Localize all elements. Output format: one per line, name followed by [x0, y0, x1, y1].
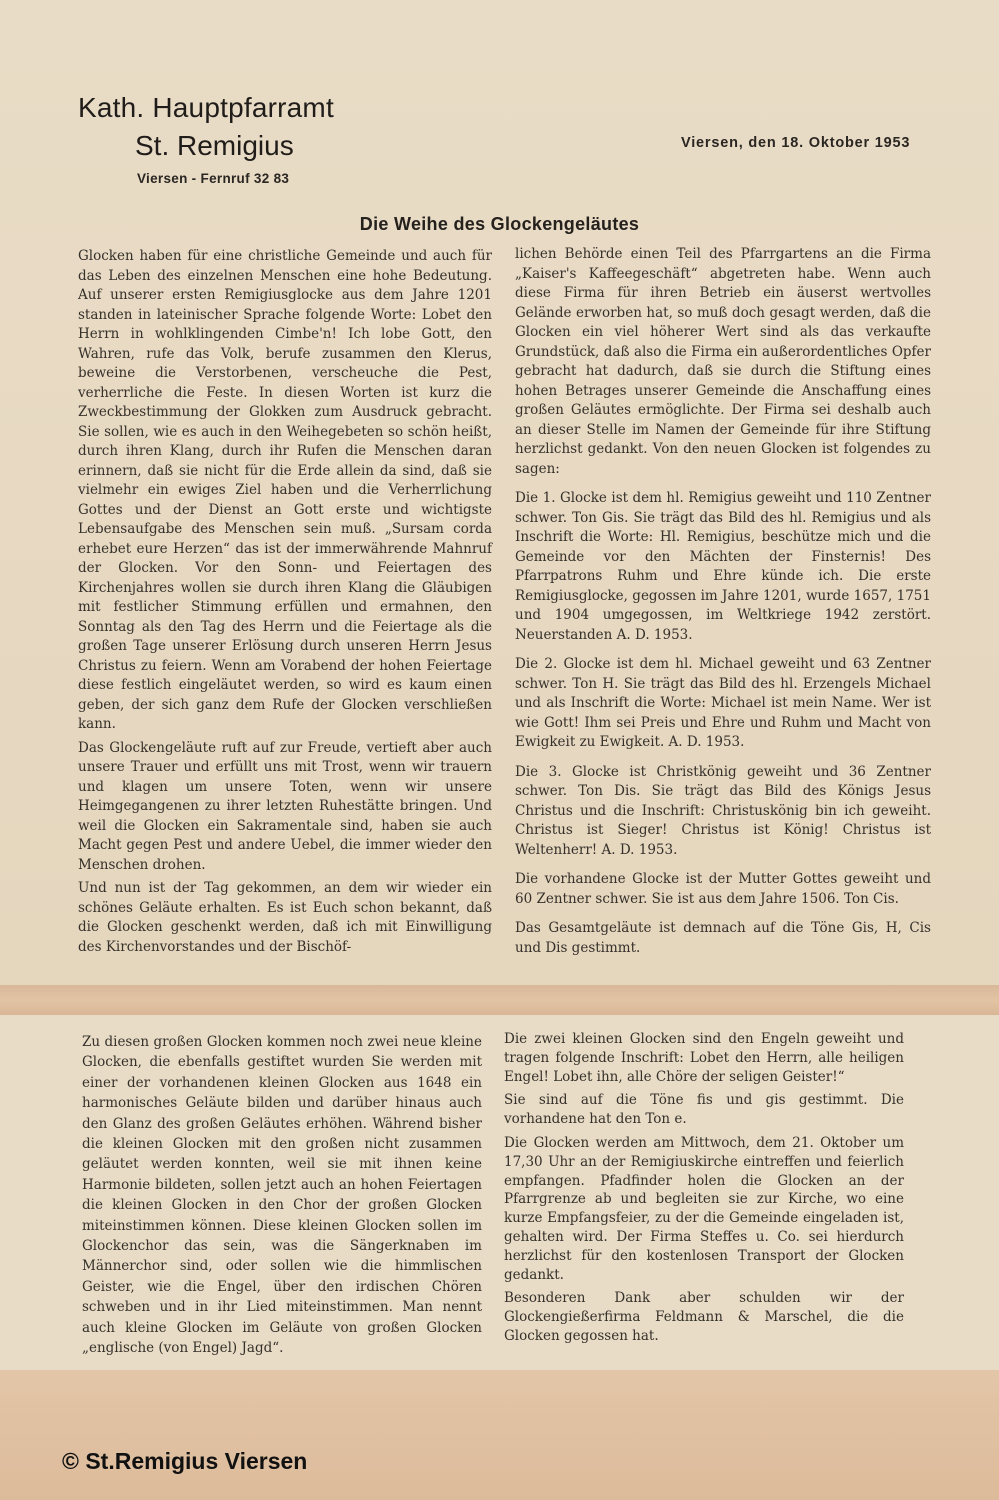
paragraph: Die zwei kleinen Glocken sind den Engeln geweiht und tragen folgende Inschrift: Lobet den Herrn, alle heiligen Engel! Lobet ihn, alle Chöre der seligen Geister!“ — [504, 1031, 904, 1085]
paragraph: Zu diesen großen Glocken kommen noch zwei neue kleine Glocken, die ebenfalls gestiftet wurden Sie werden mit einer der vorhandenen kleinen Glocken aus 1648 ein harmonisches Geläute bilden und darüber hinaus auch den Glanz des großen Geläutes erhöhen. Während bisher die kleinen Glocken mit den großen nicht zusammen geläutet werden konnten, weil sie mit ihnen keine Harmonie bildeten, sollen jetzt auch an hohen Feiertagen die kleinen Glocken in den Chor der großen Glocken miteinstimmen können. Diese kleinen Glocken sollen im Glockenchor das sein, was die Sängerknaben im Männerchor sind, oder sollen wie die himmlischen Geister, wie die Engel, über den irdischen Chören schweben und in ihr Lied miteinstimmen. Man nennt auch kleine Glocken im Geläute von großen Glocken „englische (von Engel) Jagd“. — [82, 1034, 482, 1357]
paragraph: Besonderen Dank aber schulden wir der Glockengießerfirma Feldmann & Marschel, die die Glocken gegossen hat. — [504, 1290, 904, 1344]
bell-3-paragraph: Die 3. Glocke ist Christkönig geweiht und 36 Zentner schwer. Ton Dis. Sie trägt das Bild des Königs Jesus Christus und die Inschrift: Christuskönig bin ich geweiht. Christus ist Sieger! Christus ist König! Christus ist Weltenherr! A. D. 1953. — [515, 763, 931, 858]
bottom-left-column — [82, 1032, 482, 1363]
paragraph: Glocken haben für eine christliche Gemeinde und auch für das Leben des einzelnen Menschen eine hohe Bedeutung. Auf unserer ersten Remigiusglocke aus dem Jahre 1201 standen in lateinischer Sprache folgende Worte: Lobet den Herrn in wohlklingenden Cimbe'n! Ich lobe Gott, den Wahren, rufe das Volk, berufe zusammen den Klerus, beweine die Verstorbenen, verscheuche die Pest, verherrliche die Feste. In diesen Worten ist kurz die Zweckbestimmung der Glokken zum Ausdruck gebracht. Sie sollen, wie es auch in den Weihegebeten so schön heißt, durch ihren Klang, durch ihr Rufen die Menschen daran erinnern, daß sie nicht für die Erde allein da sind, daß sie vielmehr ein ewiges Ziel haben und die Verherrlichung Gottes und der Dienst an Gott erste und wichtigste Lebensaufgabe des Menschen sein muß. „Sursam corda erhebet eure Herzen“ das ist der immerwährende Mahnruf der Glocken. Vor den Sonn- und Feiertagen des Kirchenjahres wollen sie durch ihren Klang die Gläubigen mit festlicher Stimmung erfüllen und ermahnen, den Sonntag als den Tag des Herrn und die Feiertage als die großen Tage unserer Erlösung durch unseren Herrn Jesus Christus zu feiern. Wenn am Vorabend der hohen Feiertage diese festlich eingeläutet werden, so wird es kaum einen geben, der sich ganz dem Rufe der Glocken verschließen kann. — [78, 248, 492, 732]
copyright-notice: © St.Remigius Viersen — [62, 1448, 308, 1474]
lower-margin — [0, 1370, 999, 1500]
document-title: Die Weihe des Glockengeläutes — [359, 214, 640, 234]
paragraph: Die Glocken werden am Mittwoch, dem 21. Oktober um 17,30 Uhr an der Remigiuskirche eintreffen und feierlich empfangen. Pfadfinder holen die Glocken an der Pfarrgrenze ab und begleiten sie zur Kirche, wo eine kurze Empfangsfeier, zu der die Gemeinde eingeladen ist, gehalten wird. Der Firma Steffes u. Co. sei hierdurch herzlichst für den kostenlosen Transport der Glocken gedankt. — [504, 1134, 904, 1283]
paragraph: lichen Behörde einen Teil des Pfarrgartens an die Firma „Kaiser's Kaffeegeschäft“ abgetreten habe. Wenn auch diese Firma für ihren Betrieb ein äuserst wertvolles Gelände erworben hat, so muß doch gesagt werden, daß die Glocken ein viel höherer Wert sind als das verkaufte Grundstück, daß also die Firma ein außerordentliches Opfer gebracht hat dadurch, daß sie durch die Stiftung eines hohen Betrages unserer Gemeinde die Anschaffung eines großen Geläutes ermöglichte. Der Firma sei deshalb auch an dieser Stelle im Namen der Gemeinde für ihre Stiftung herzlichst gedankt. Von den neuen Glocken ist folgendes zu sagen: — [515, 246, 931, 477]
total-peal-paragraph: Das Gesamtgeläute ist demnach auf die Töne Gis, H, Cis und Dis gestimmt. — [515, 920, 931, 956]
paragraph: Das Glockengeläute ruft auf zur Freude, vertieft aber auch unsere Trauer und erfüllt uns mit Trost, wenn wir trauern und klagen um unsere Toten, wenn wir unsere Heimgegangenen zu ihrer letzten Ruhestätte bringen. Und weil die Glocken ein Sakramentale sind, haben sie auch Macht gegen Pest und andere Uebel, die immer wieder den Menschen drohen. — [78, 739, 492, 873]
parish-name: St. Remigius — [135, 130, 294, 161]
existing-bell-paragraph: Die vorhandene Glocke ist der Mutter Gottes geweiht und 60 Zentner schwer. Sie ist aus dem Jahre 1506. Ton Cis. — [515, 871, 931, 907]
right-column — [515, 245, 931, 962]
paragraph: Und nun ist der Tag gekommen, an dem wir wieder ein schönes Geläute erhalten. Es ist Euch schon bekannt, daß die Glocken geschenkt werden, daß ich mit Einwilligung des Kirchenvorstandes und der Bischöf- — [78, 880, 492, 955]
letter-date: Viersen, den 18. Oktober 1953 — [681, 135, 911, 151]
bell-1-paragraph: Die 1. Glocke ist dem hl. Remigius geweiht und 110 Zentner schwer. Ton Gis. Sie trägt das Bild des hl. Remigius und als Inschrift die Worte: Hl. Remigius, beschütze mich und die Gemeinde vor den Mächten der Finsternis! Des Pfarrpatrons Ruhm und Ehre künde ich. Die erste Remigiusglocke, gegossen im Jahre 1201, wurde 1657, 1751 und 1904 umgegossen, im Weltkriege 1942 zerstört. Neuerstanden A. D. 1953. — [515, 490, 931, 643]
bottom-right-column — [504, 1030, 904, 1351]
paragraph: Sie sind auf die Töne fis und gis gestimmt. Die vorhandene hat den Ton e. — [504, 1092, 904, 1128]
fold-band — [0, 985, 999, 1015]
parish-phone: Viersen - Fernruf 32 83 — [137, 171, 290, 186]
bell-2-paragraph: Die 2. Glocke ist dem hl. Michael geweiht und 63 Zentner schwer. Ton H. Sie trägt das Bild des hl. Erzengels Michael und als Inschrift die Worte: Michael ist mein Name. Wer ist wie Gott! Ihm sei Preis und Ehre und Ruhm und Macht von Ewigkeit zu Ewigkeit. A. D. 1953. — [515, 656, 931, 750]
left-column — [78, 247, 492, 961]
parish-office-name: Kath. Hauptpfarramt — [78, 92, 334, 123]
